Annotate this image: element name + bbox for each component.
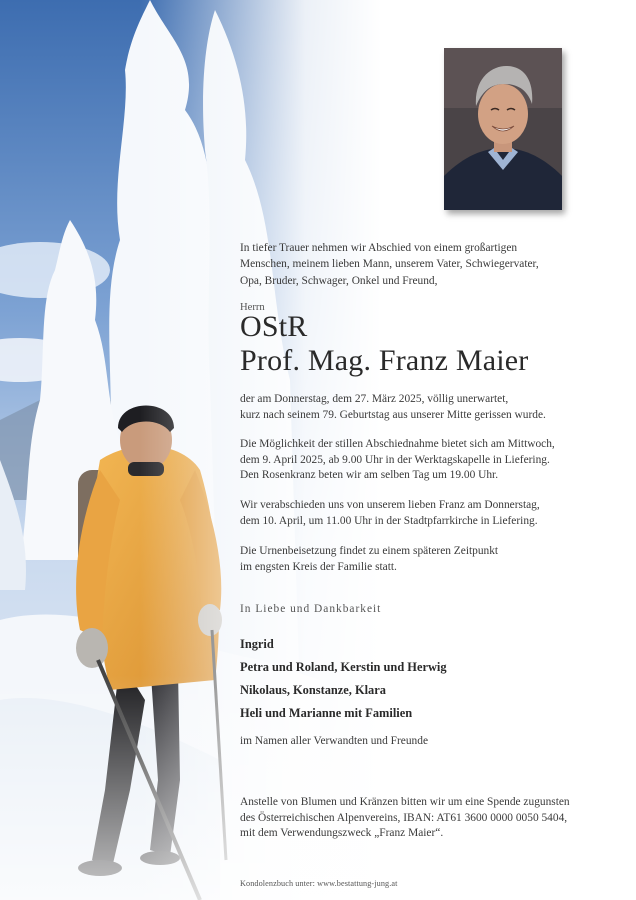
paragraph-line: dem 9. April 2025, ab 9.00 Uhr in der Werktagskapelle in Liefering.	[240, 453, 550, 466]
paragraph-line: kurz nach seinem 79. Geburtstag aus unserer Mitte gerissen wurde.	[240, 408, 546, 421]
deceased-title: OStR	[240, 310, 308, 343]
paragraph-line: der am Donnerstag, dem 27. März 2025, völlig unerwartet,	[240, 393, 509, 405]
intro-line: Menschen, meinem lieben Mann, unserem Vater, Schwiegervater,	[240, 258, 539, 271]
intro-line: In tiefer Trauer nehmen wir Abschied von einem großartigen	[240, 242, 518, 254]
paragraph-line: Wir verabschieden uns von unserem lieben Franz am Donnerstag,	[240, 499, 540, 511]
urn-burial-paragraph	[240, 544, 600, 575]
intro-text	[240, 240, 590, 289]
paragraph-line: im engsten Kreis der Familie statt.	[240, 560, 397, 573]
condolence-book-link[interactable]: Kondolenzbuch unter: www.bestattung-jung.at	[240, 879, 398, 888]
donation-line: mit dem Verwendungszweck „Franz Maier“.	[240, 827, 444, 839]
family-member: Nikolaus, Konstanze, Klara	[240, 683, 386, 697]
paragraph-line: Die Urnenbeisetzung findet zu einem späteren Zeitpunkt	[240, 545, 499, 557]
portrait-photo-man	[444, 48, 562, 210]
donation-line: des Österreichischen Alpenvereins, IBAN: AT61 3600 0000 0050 5404,	[240, 811, 568, 824]
paragraph-line: dem 10. April, um 11.00 Uhr in der Stadtpfarrkirche in Liefering.	[240, 514, 538, 527]
death-notice-paragraph	[240, 392, 600, 423]
family-member: Petra und Roland, Kerstin und Herwig	[240, 660, 447, 674]
paragraph-line: Die Möglichkeit der stillen Abschiednahme bietet sich am Mittwoch,	[240, 438, 555, 450]
donation-line: Anstelle von Blumen und Kränzen bitten wir um eine Spende zugunsten	[240, 796, 570, 808]
family-member: Heli und Marianne mit Familien	[240, 706, 413, 720]
salutation: Herrn	[240, 302, 265, 313]
relatives-line: im Namen aller Verwandten und Freunde	[240, 735, 428, 747]
intro-line: Opa, Bruder, Schwager, Onkel und Freund,	[240, 274, 438, 287]
portrait-photo	[444, 48, 562, 210]
closing-phrase: In Liebe und Dankbarkeit	[240, 603, 382, 615]
donation-paragraph	[240, 795, 600, 842]
family-member: Ingrid	[240, 637, 274, 651]
deceased-name: Prof. Mag. Franz Maier	[240, 344, 529, 377]
viewing-paragraph	[240, 437, 600, 484]
funeral-paragraph	[240, 498, 600, 529]
paragraph-line: Den Rosenkranz beten wir am selben Tag um 19.00 Uhr.	[240, 469, 499, 481]
